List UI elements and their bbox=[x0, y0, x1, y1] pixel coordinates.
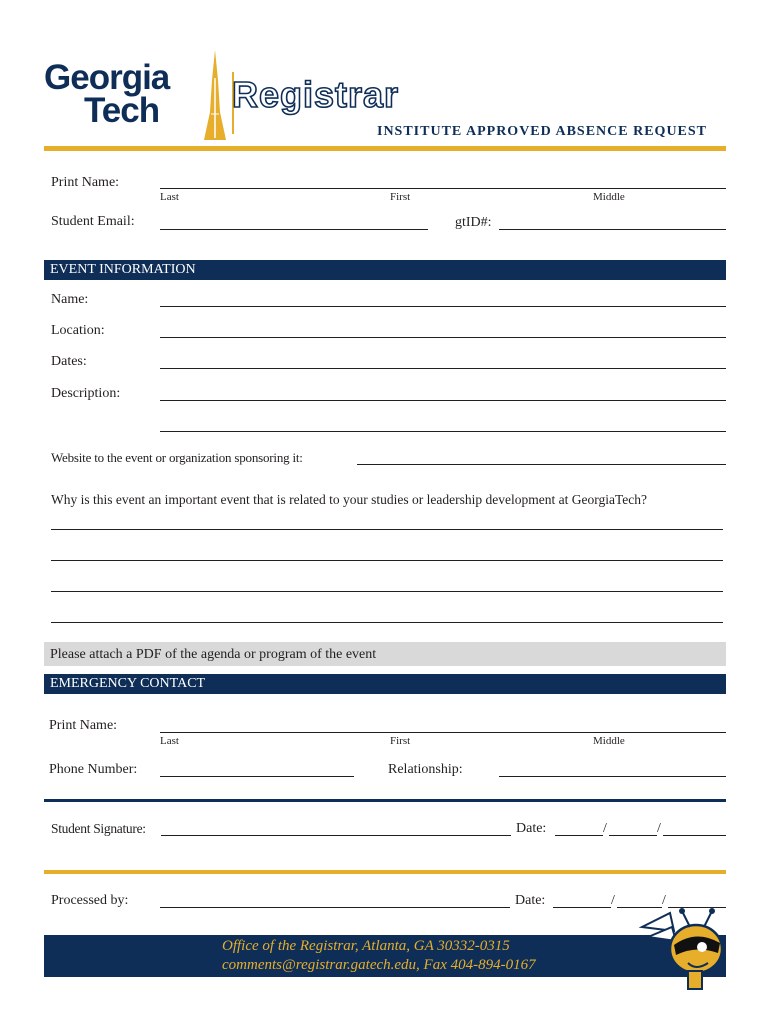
form-title: INSTITUTE APPROVED ABSENCE REQUEST bbox=[377, 124, 708, 139]
emergency-last-label: Last bbox=[160, 735, 179, 747]
student-signature-field[interactable] bbox=[161, 821, 511, 836]
processed-by-field[interactable] bbox=[160, 893, 510, 908]
website-field[interactable] bbox=[357, 450, 726, 465]
footer-band bbox=[44, 935, 726, 977]
emergency-contact-title: EMERGENCY CONTACT bbox=[50, 676, 206, 691]
print-name-label: Print Name: bbox=[51, 175, 120, 190]
emergency-middle-label: Middle bbox=[593, 735, 625, 747]
processed-date-sep-1: / bbox=[611, 893, 615, 908]
print-name-field[interactable] bbox=[160, 175, 726, 189]
signature-date-month[interactable] bbox=[555, 821, 603, 836]
buzz-mascot-icon bbox=[630, 905, 726, 995]
relationship-label: Relationship: bbox=[388, 762, 463, 777]
signature-date-label: Date: bbox=[516, 821, 547, 836]
event-information-title: EVENT INFORMATION bbox=[50, 262, 196, 277]
why-answer-line-4[interactable] bbox=[51, 608, 723, 623]
event-location-label: Location: bbox=[51, 323, 105, 338]
gtid-field[interactable] bbox=[499, 215, 726, 230]
signature-date-year[interactable] bbox=[663, 821, 726, 836]
event-information-bar bbox=[44, 260, 726, 280]
attach-note-band bbox=[44, 642, 726, 666]
event-name-field[interactable] bbox=[160, 292, 726, 307]
gtid-label: gtID#: bbox=[455, 215, 492, 230]
emergency-print-name-field[interactable] bbox=[160, 718, 726, 733]
emergency-contact-bar bbox=[44, 674, 726, 694]
tech-tower-icon bbox=[202, 50, 228, 142]
first-label: First bbox=[390, 191, 411, 203]
why-answer-line-3[interactable] bbox=[51, 577, 723, 592]
middle-label: Middle bbox=[593, 191, 625, 203]
processed-date-month[interactable] bbox=[553, 893, 611, 908]
event-dates-field[interactable] bbox=[160, 354, 726, 369]
signature-date-sep-2: / bbox=[657, 821, 661, 836]
emergency-print-name-label: Print Name: bbox=[49, 718, 118, 733]
student-email-label: Student Email: bbox=[51, 214, 135, 229]
logo-georgia: Georgia bbox=[44, 58, 170, 97]
student-signature-label: Student Signature: bbox=[51, 821, 146, 836]
header-rule bbox=[44, 146, 726, 151]
last-label: Last bbox=[160, 191, 179, 203]
registrar-wordmark: Registrar bbox=[232, 74, 400, 115]
processed-top-rule bbox=[44, 870, 726, 874]
processed-by-label: Processed by: bbox=[51, 893, 129, 908]
signature-top-rule bbox=[44, 799, 726, 802]
signature-date-day[interactable] bbox=[609, 821, 657, 836]
signature-date-sep-1: / bbox=[603, 821, 607, 836]
phone-number-field[interactable] bbox=[160, 762, 354, 777]
event-dates-label: Dates: bbox=[51, 354, 87, 369]
event-name-label: Name: bbox=[51, 292, 89, 307]
phone-number-label: Phone Number: bbox=[49, 762, 138, 777]
footer-contact: comments@registrar.gatech.edu, Fax 404-894-0167 bbox=[222, 957, 536, 973]
relationship-field[interactable] bbox=[499, 762, 726, 777]
footer-address: Office of the Registrar, Atlanta, GA 30332-0315 bbox=[222, 938, 510, 954]
why-answer-line-2[interactable] bbox=[51, 546, 723, 561]
processed-date-label: Date: bbox=[515, 893, 546, 908]
why-question: Why is this event an important event that is related to your studies or leadership development at GeorgiaTech? bbox=[51, 492, 648, 507]
header bbox=[0, 0, 770, 160]
emergency-first-label: First bbox=[390, 735, 411, 747]
logo-tech: Tech bbox=[84, 91, 160, 130]
event-location-field[interactable] bbox=[160, 323, 726, 338]
event-description-field-1[interactable] bbox=[160, 386, 726, 401]
student-email-field[interactable] bbox=[160, 215, 428, 230]
event-description-label: Description: bbox=[51, 386, 121, 401]
website-label: Website to the event or organization sponsoring it: bbox=[51, 450, 303, 465]
event-description-field-2[interactable] bbox=[160, 417, 726, 432]
attach-note: Please attach a PDF of the agenda or program of the event bbox=[50, 647, 377, 662]
processed-date-sep-2: / bbox=[662, 893, 666, 908]
why-answer-line-1[interactable] bbox=[51, 515, 723, 530]
